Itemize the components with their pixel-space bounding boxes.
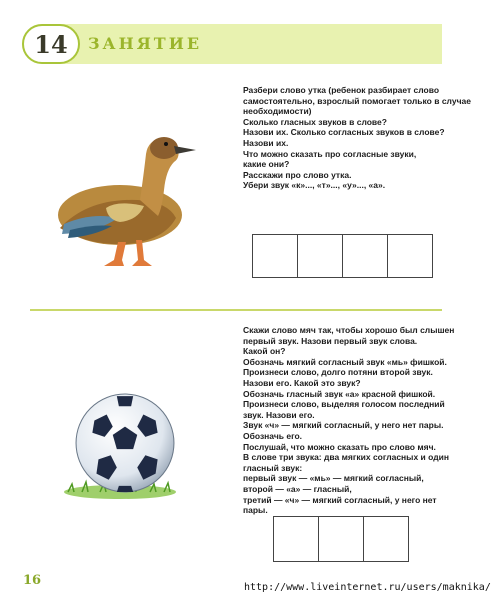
instruction-line: Произнеси слово, выделяя голосом последний — [243, 399, 445, 410]
sound-scheme-boxes-utka — [252, 234, 433, 278]
instruction-line: первый звук — «мь» — мягкий согласный, — [243, 473, 424, 484]
sound-box — [364, 517, 408, 561]
instruction-line: звук. Назови его. — [243, 409, 315, 420]
instruction-line: гласный звук: — [243, 462, 303, 473]
instruction-line: пары. — [243, 505, 268, 516]
section-divider — [30, 309, 442, 311]
instruction-line: третий — «ч» — мягкий согласный, у него нет — [243, 494, 437, 505]
instruction-line: второй — «а» — гласный, — [243, 483, 352, 494]
instruction-line: Скажи слово мяч так, чтобы хорошо был слышен — [243, 325, 455, 335]
lesson-number-badge: 14 — [22, 24, 80, 64]
instruction-line: Назови их. Сколько согласных звуков в слове? — [243, 127, 445, 138]
sound-box — [343, 235, 388, 277]
instruction-line: первый звук. Назови первый звук слова. — [243, 335, 418, 346]
instruction-line: В слове три звука: два мягких согласных и один — [243, 452, 449, 463]
instruction-line: Сколько гласных звуков в слове? — [243, 116, 387, 127]
sound-box — [388, 235, 432, 277]
instruction-line: Звук «ч» — мягкий согласный, у него нет пары. — [243, 420, 444, 431]
instruction-text-section-2 — [243, 325, 455, 516]
instruction-line: какие они? — [243, 159, 290, 170]
instruction-line: Произнеси слово, долго потяни второй звук. — [243, 367, 433, 378]
instruction-line: Послушай, что можно сказать про слово мяч. — [243, 441, 436, 452]
instruction-line: Обозначь гласный звук «а» красной фишкой. — [243, 388, 436, 399]
lesson-header-bar — [22, 24, 442, 64]
source-url[interactable]: http://www.liveinternet.ru/users/maknika/ — [244, 582, 491, 593]
soccer-ball-illustration — [74, 392, 176, 494]
instruction-line: Какой он? — [243, 346, 286, 357]
duck-illustration — [48, 120, 198, 270]
instruction-line: Обозначь мягкий согласный звук «мь» фишкой. — [243, 356, 447, 367]
instruction-line: Расскажи про слово утка. — [243, 169, 352, 180]
instruction-line: Обозначь его. — [243, 430, 303, 441]
sound-box — [319, 517, 364, 561]
lesson-title: ЗАНЯТИЕ — [88, 34, 203, 53]
instruction-line: необходимости) — [243, 106, 312, 117]
instruction-text-section-1 — [243, 85, 471, 191]
instruction-line: Что можно сказать про согласные звуки, — [243, 148, 417, 159]
sound-scheme-boxes-myach — [273, 516, 409, 562]
sound-box — [298, 235, 343, 277]
instruction-line: Разбери слово утка (ребенок разбирает слово — [243, 85, 440, 95]
instruction-line: Назови их. — [243, 137, 289, 148]
instruction-line: Убери звук «к»..., «т»..., «у»..., «а». — [243, 180, 386, 191]
sound-box — [253, 235, 298, 277]
instruction-line: Назови его. Какой это звук? — [243, 377, 361, 388]
page-number: 16 — [23, 573, 42, 588]
sound-box — [274, 517, 319, 561]
instruction-line: самостоятельно, взрослый помогает только в случае — [243, 95, 471, 106]
